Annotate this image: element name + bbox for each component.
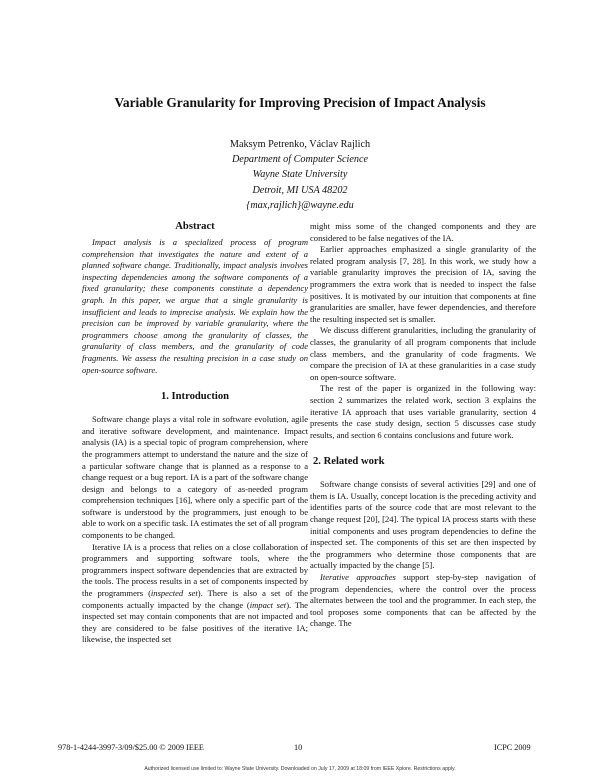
abstract-section bbox=[82, 220, 308, 376]
license-notice: Authorized licensed use limited to: Wayne State University. Downloaded on July 17, 2009 at 18:09 from IEEE Xplore. Restrictions apply. bbox=[144, 766, 456, 772]
affiliation-city: Detroit, MI USA 48202 bbox=[252, 184, 348, 196]
intro-paragraph-1: Software change plays a vital role in software evolution, agile and iterative software development, and maintenance. Impact analysis (IA) is a special topic of program comprehension, where the programmers attempt to understand the nature and the size of a particular software change that is planned as a response to a change request or a bug report. IA is a part of the software change design and belongs to a category of as-needed program comprehension techniques [16], where only a specific part of the software is understood by the programmers, just enough to be able to work on a specific task. IA estimates the set of all program components to be changed. bbox=[82, 414, 308, 541]
footer-page-number: 10 bbox=[294, 743, 303, 752]
abstract-heading: Abstract bbox=[175, 221, 215, 232]
affiliation-email: {max,rajlich}@wayne.edu bbox=[246, 199, 354, 211]
author-block bbox=[0, 137, 600, 213]
author-names: Maksym Petrenko, Václav Rajlich bbox=[229, 139, 371, 150]
abstract-text: Impact analysis is a specialized process of program comprehension that investigates the nature and extent of a planned software change. Traditionally, impact analysis involves inspecting dependencies among the software components of a fixed granularity; these components constitute a dependency graph. In this paper, we argue that a single granularity is insufficient and leads to imprecise analysis. We explain how the precision can be improved by variable granularity, where the programmers choose among the granularity of classes, the granularity of class members, and the granularity of code fragments. We assess the resulting precision in a case study on open-source software. bbox=[82, 237, 308, 375]
term-iterative-approaches: Iterative approaches bbox=[320, 572, 396, 583]
term-inspected-set: inspected set bbox=[150, 588, 198, 599]
intro-paragraph-5: The rest of the paper is organized in the following way: section 2 summarizes the related work, section 3 explains the iterative IA approach that uses variable granularity, section 4 presents the case study design, section 5 discusses case study results, and section 6 contains conclusions and future work. bbox=[310, 383, 536, 440]
related-paragraph-2: Iterative approaches support step-by-step navigation of program dependencies, where the control over the process alternates between the tool and the programmer. In each step, the tool proposes some components that can be affected by the change. The bbox=[310, 572, 536, 629]
left-column bbox=[82, 220, 308, 646]
introduction-heading: 1. Introduction bbox=[160, 391, 230, 403]
intro-paragraph-2: Iterative IA is a process that relies on a close collaboration of programmers and supporting software tools, where the programmers inspect software dependencies that are extracted by the tools. The process results in a set of components inspected by the programmers (inspected set). There is also a set of the components actually impacted by the change (impact set). The inspected set may contain components that are not impacted and they are considered to be false positives of the iterative IA; likewise, the inspected set bbox=[82, 541, 308, 645]
affiliation-univ: Wayne State University bbox=[252, 169, 348, 181]
continuation-paragraph: might miss some of the changed components and they are considered to be false negatives of the IA. bbox=[310, 221, 536, 243]
related-paragraph-1: Software change consists of several activities [29] and one of them is IA. Usually, concept location is the preceding activity and identifies parts of the source code that are most relevant to the change request [20], [24]. The typical IA process starts with these initial components and uses program dependencies to define the inspected set. The components of this set are then inspected by the programmers who determine those components that are actually impacted by the change [5]. bbox=[310, 479, 536, 571]
footer-copyright: 978-1-4244-3997-3/09/$25.00 © 2009 IEEE bbox=[58, 743, 204, 752]
right-column bbox=[310, 221, 536, 630]
intro-paragraph-3: Earlier approaches emphasized a single granularity of the related program analysis [7, 28]. In this work, we study how a variable granularity improves the precision of IA, saving the programmers the extra work that is needed to inspect the false positives. It is motivated by our intuition that components at fine granularities are smaller, have fewer dependencies, and therefore the resulting inspected set is smaller. bbox=[310, 244, 536, 324]
footer-venue: ICPC 2009 bbox=[494, 743, 531, 752]
related-work-heading: 2. Related work bbox=[313, 456, 385, 468]
intro-paragraph-4: We discuss different granularities, including the granularity of classes, the granularity of all program components that include class members, and the granularity of code fragments. We compare the precision of IA at these granularities in a case study on open-source software. bbox=[310, 325, 536, 382]
term-impact-set: impact set bbox=[249, 599, 287, 610]
affiliation-dept: Department of Computer Science bbox=[231, 154, 369, 166]
paper-title: Variable Granularity for Improving Precision of Impact Analysis bbox=[114, 95, 486, 110]
